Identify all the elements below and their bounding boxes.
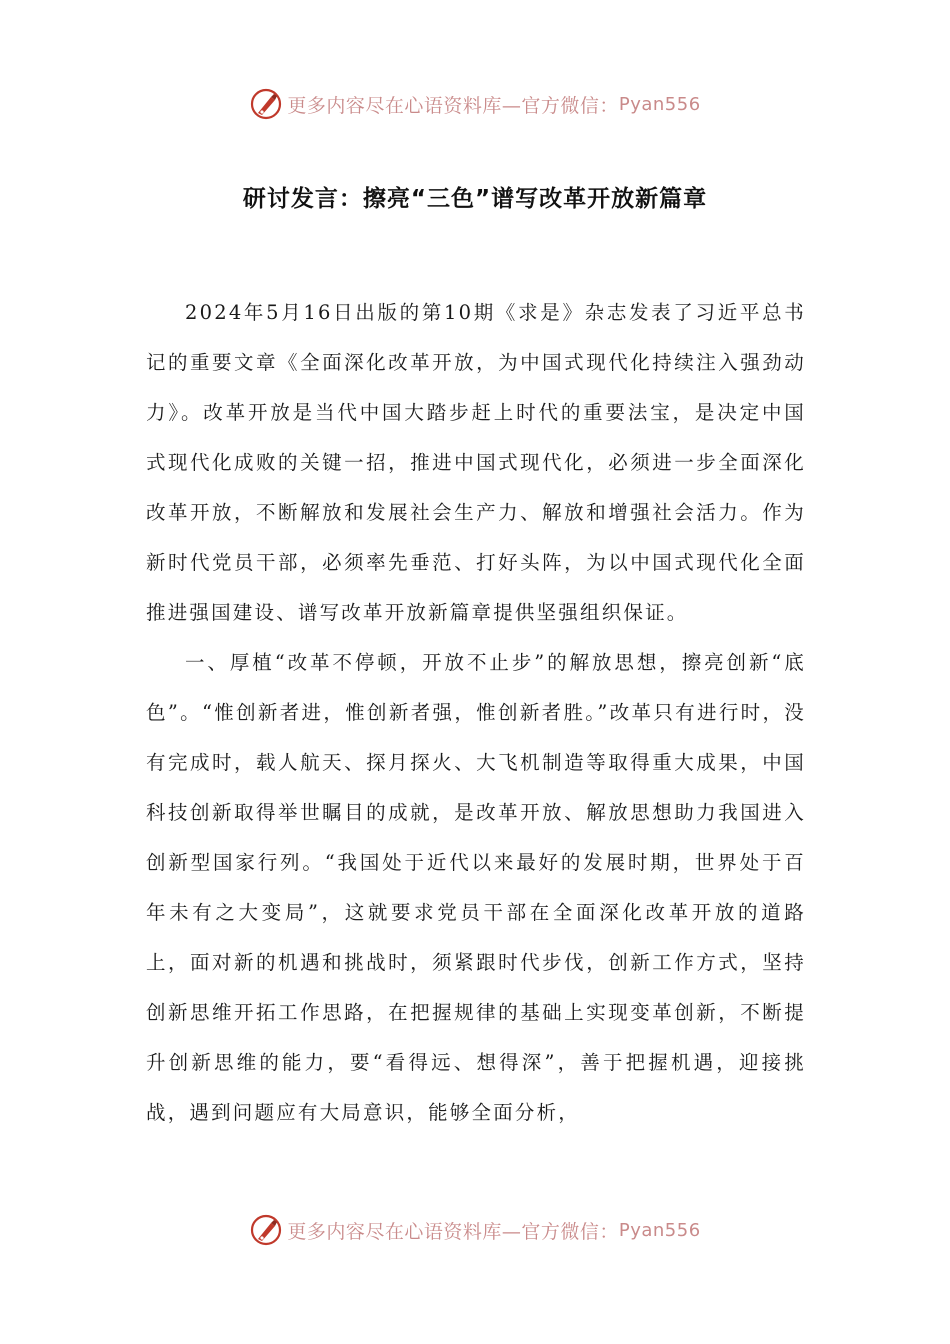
banner-wechat-id: Pyan556 (618, 93, 701, 115)
document-body (146, 288, 806, 1138)
document-title: 研讨发言：擦亮“三色”谱写改革开放新篇章 (242, 186, 708, 212)
banner-wechat-id: Pyan556 (618, 1219, 701, 1241)
header-watermark-banner (0, 86, 950, 122)
pen-nib-logo-icon (249, 1213, 283, 1247)
pen-nib-logo-icon (249, 87, 283, 121)
paragraph: 2024年5月16日出版的第10期《求是》杂志发表了习近平总书记的重要文章《全面深化改革开放，为中国式现代化持续注入强劲动力》。改革开放是当代中国大踏步赶上时代的重要法宝，是决定中国式现代化成败的关键一招，推进中国式现代化，必须进一步全面深化改革开放，不断解放和发展社会生产力、解放和增强社会活力。作为新时代党员干部，必须率先垂范、打好头阵，为以中国式现代化全面推进强国建设、谱写改革开放新篇章提供坚强组织保证。 (146, 301, 806, 624)
banner-text: 更多内容尽在心语资料库—官方微信： (287, 1220, 619, 1243)
footer-watermark-banner (0, 1212, 950, 1248)
banner-text: 更多内容尽在心语资料库—官方微信： (287, 94, 619, 117)
paragraph: 一、厚植“改革不停顿，开放不止步”的解放思想，擦亮创新“底色”。“惟创新者进，惟创新者强，惟创新者胜。”改革只有进行时，没有完成时，载人航天、探月探火、大飞机制造等取得重大成果，中国科技创新取得举世瞩目的成就，是改革开放、解放思想助力我国进入创新型国家行列。“我国处于近代以来最好的发展时期，世界处于百年未有之大变局”，这就要求党员干部在全面深化改革开放的道路上，面对新的机遇和挑战时，须紧跟时代步伐，创新工作方式，坚持创新思维开拓工作思路，在把握规律的基础上实现变革创新，不断提升创新思维的能力，要“看得远、想得深”，善于把握机遇，迎接挑战，遇到问题应有大局意识，能够全面分析， (146, 651, 806, 1124)
